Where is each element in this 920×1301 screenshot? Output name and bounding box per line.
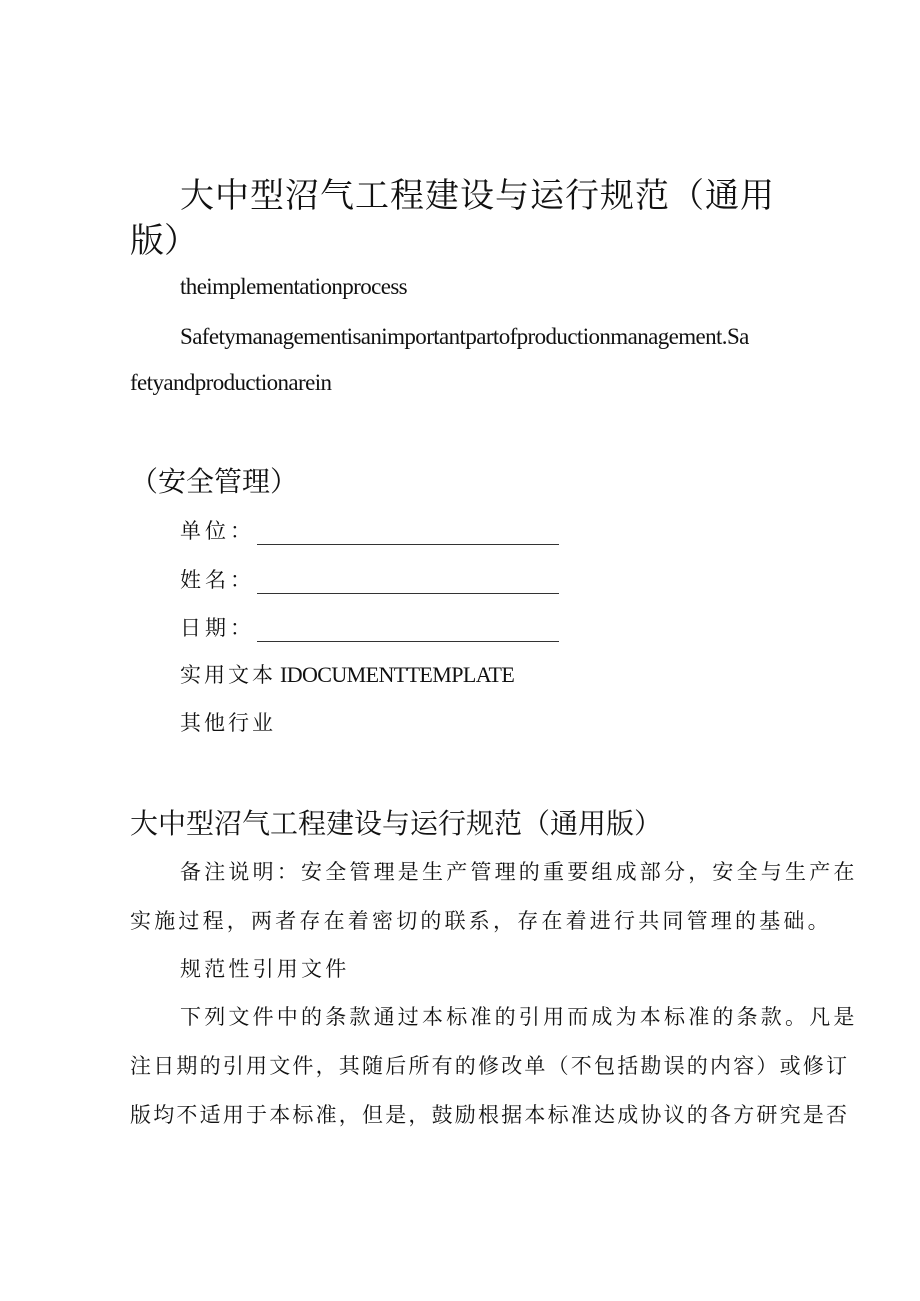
date-field xyxy=(180,612,559,642)
date-field-blank[interactable] xyxy=(257,623,559,642)
note-line-1: 备注说明：安全管理是生产管理的重要组成部分，安全与生产在 xyxy=(180,860,858,884)
cover-title: 大中型沼气工程建设与运行规范（通用 xyxy=(180,176,775,216)
name-field-blank[interactable] xyxy=(257,575,559,594)
unit-field xyxy=(180,515,559,545)
english-line-3: fetyandproductionarein xyxy=(130,370,332,395)
template-en-label: IDOCUMENTTEMPLATE xyxy=(280,662,515,687)
template-cn-label: 实用文本 xyxy=(180,663,276,687)
cover-title-continuation: 版） xyxy=(130,221,198,261)
paragraph-line-2: 注日期的引用文件，其随后所有的修改单（不包括勘误的内容）或修订 xyxy=(130,1054,850,1078)
english-line-1: theimplementationprocess xyxy=(180,274,408,299)
document-template-line xyxy=(180,659,514,689)
section-label: 规范性引用文件 xyxy=(180,957,350,981)
name-field xyxy=(180,564,559,594)
date-field-label: 日期： xyxy=(180,616,255,640)
note-line-2: 实施过程，两者存在着密切的联系，存在着进行共同管理的基础。 xyxy=(130,909,832,933)
cover-subtitle: （安全管理） xyxy=(130,465,299,498)
document-heading: 大中型沼气工程建设与运行规范（通用版） xyxy=(130,807,663,840)
english-line-2: Safetymanagementisanimportantpartofproductionmanagement.Sa xyxy=(180,324,749,349)
paragraph-line-3: 版均不适用于本标准，但是，鼓励根据本标准达成协议的各方研究是否 xyxy=(130,1103,850,1127)
paragraph-line-1: 下列文件中的条款通过本标准的引用而成为本标准的条款。凡是 xyxy=(180,1005,858,1029)
industry-label: 其他行业 xyxy=(180,711,276,735)
unit-field-label: 单位： xyxy=(180,519,255,543)
name-field-label: 姓名： xyxy=(180,568,255,592)
unit-field-blank[interactable] xyxy=(257,526,559,545)
